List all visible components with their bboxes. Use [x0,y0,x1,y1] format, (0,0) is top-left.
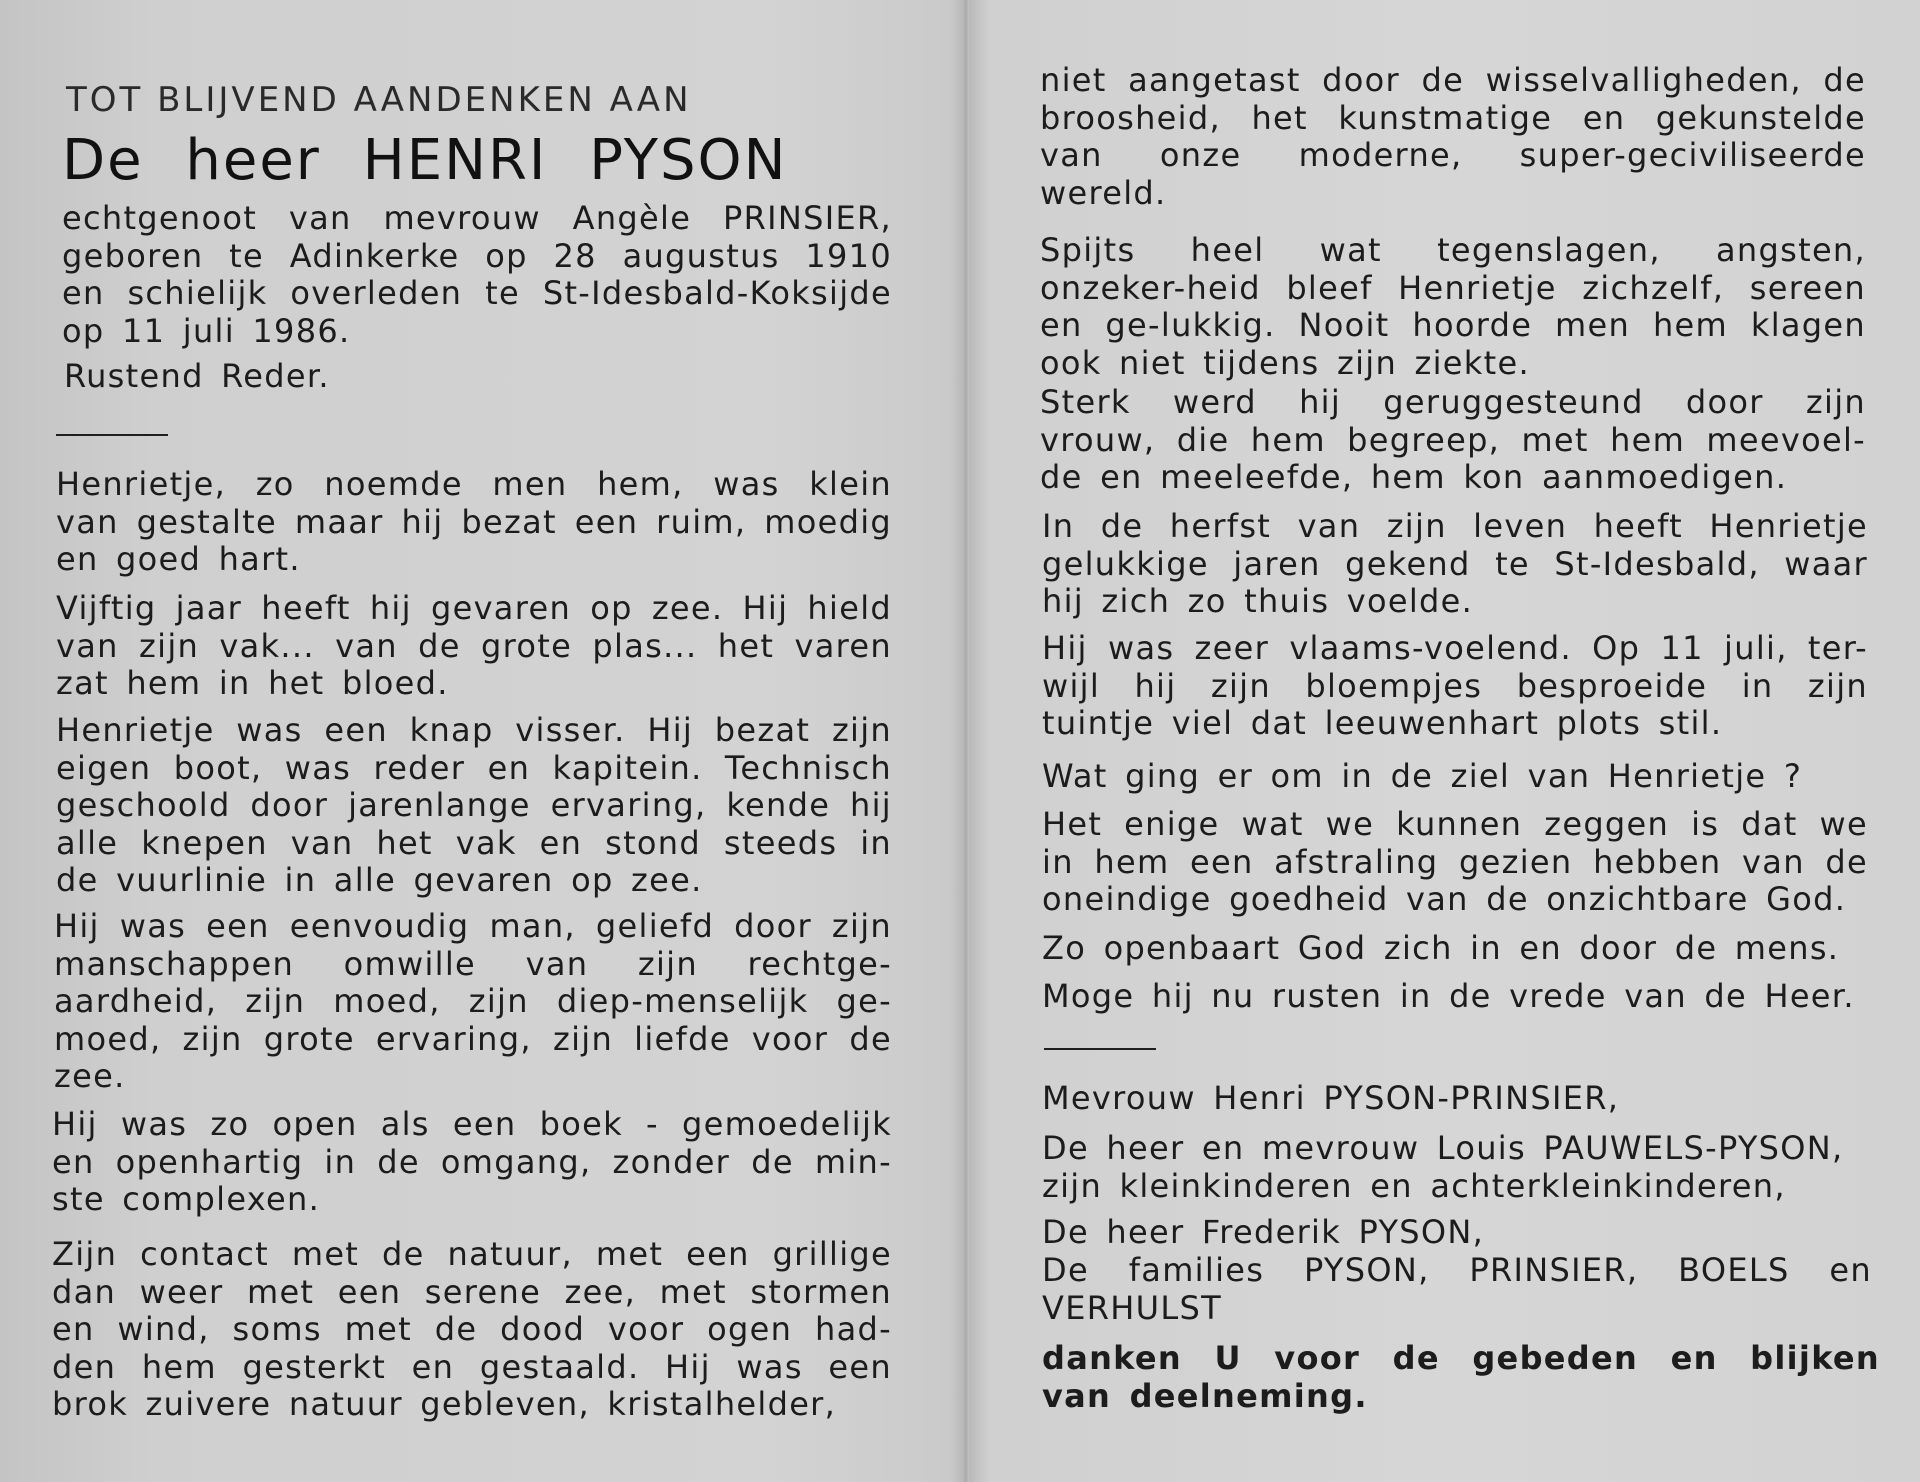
family-line-1: Mevrouw Henri PYSON-PRINSIER, [1042,1079,1620,1117]
paragraph-11: Hij was zeer vlaams-voelend. Op 11 juli, ter-wijl hij zijn bloempjes besproeide in zijn tuintje viel dat leeuwenhart plots stil. [1042,629,1868,742]
deceased-name: De heer HENRI PYSON [62,128,788,193]
paragraph-12: Wat ging er om in de ziel van Henrietje ? [1042,757,1803,795]
in-memory-heading: TOT BLIJVEND AANDENKEN AAN [66,80,692,120]
card-fold [963,0,969,1482]
occupation-line: Rustend Reder. [64,357,330,395]
paragraph-4: Hij was een eenvoudig man, geliefd door zijn manschappen omwille van zijn rechtge-aardheid, zijn moed, zijn diep-menselijk ge-moed, zijn grote ervaring, zijn liefde voor de zee. [54,907,892,1095]
paragraph-7: niet aangetast door de wisselvalligheden, de broosheid, het kunstmatige en gekunstelde van onze moderne, super-geciviliseerde wereld. [1040,61,1866,212]
divider-line [1044,1048,1156,1050]
left-page [52,0,892,1482]
right-page [1040,0,1880,1482]
family-line-4: De heer Frederik PYSON, [1042,1213,1485,1251]
paragraph-9: Sterk werd hij geruggesteund door zijn vrouw, die hem begreep, met hem meevoel-de en meeleefde, hem kon aanmoedigen. [1040,383,1866,496]
paragraph-10: In de herfst van zijn leven heeft Henrietje gelukkige jaren gekend te St-Idesbald, waar hij zich zo thuis voelde. [1042,507,1868,620]
closing-thanks: danken U voor de gebeden en blijken van deelneming. [1042,1339,1880,1415]
paragraph-8: Spijts heel wat tegenslagen, angsten, onzeker-heid bleef Henrietje zichzelf, sereen en ge-lukkig. Nooit hoorde men hem klagen ook niet tijdens zijn ziekte. [1040,231,1866,382]
family-line-5: De families PYSON, PRINSIER, BOELS en VERHULST [1042,1251,1872,1327]
paragraph-1: Henrietje, zo noemde men hem, was klein van gestalte maar hij bezat een ruim, moedig en goed hart. [56,465,892,578]
paragraph-3: Henrietje was een knap visser. Hij bezat zijn eigen boot, was reder en kapitein. Technisch geschoold door jarenlange ervaring, kende hij alle knepen van het vak en stond steeds in de vuurlinie in alle gevaren op zee. [56,711,892,899]
paragraph-2: Vijftig jaar heeft hij gevaren op zee. Hij hield van zijn vak... van de grote plas... het varen zat hem in het bloed. [56,589,892,702]
divider-line [56,434,168,436]
intro-paragraph: echtgenoot van mevrouw Angèle PRINSIER, geboren te Adinkerke op 28 augustus 1910 en schielijk overleden te St-Idesbald-Koksijde op 11 juli 1986. [62,199,892,350]
paragraph-14: Zo openbaart God zich in en door de mens. [1042,929,1840,967]
family-line-3: zijn kleinkinderen en achterkleinkinderen, [1042,1167,1786,1205]
paragraph-15: Moge hij nu rusten in de vrede van de Heer. [1042,977,1855,1015]
paragraph-13: Het enige wat we kunnen zeggen is dat we in hem een afstraling gezien hebben van de oneindige goedheid van de onzichtbare God. [1042,805,1868,918]
paragraph-6: Zijn contact met de natuur, met een grillige dan weer met een serene zee, met stormen en wind, soms met de dood voor ogen had-den hem gesterkt en gestaald. Hij was een brok zuivere natuur gebleven, kristalhelder, [52,1235,892,1423]
family-line-2: De heer en mevrouw Louis PAUWELS-PYSON, [1042,1129,1844,1167]
paragraph-5: Hij was zo open als een boek - gemoedelijk en openhartig in de omgang, zonder de min-ste complexen. [52,1105,892,1218]
